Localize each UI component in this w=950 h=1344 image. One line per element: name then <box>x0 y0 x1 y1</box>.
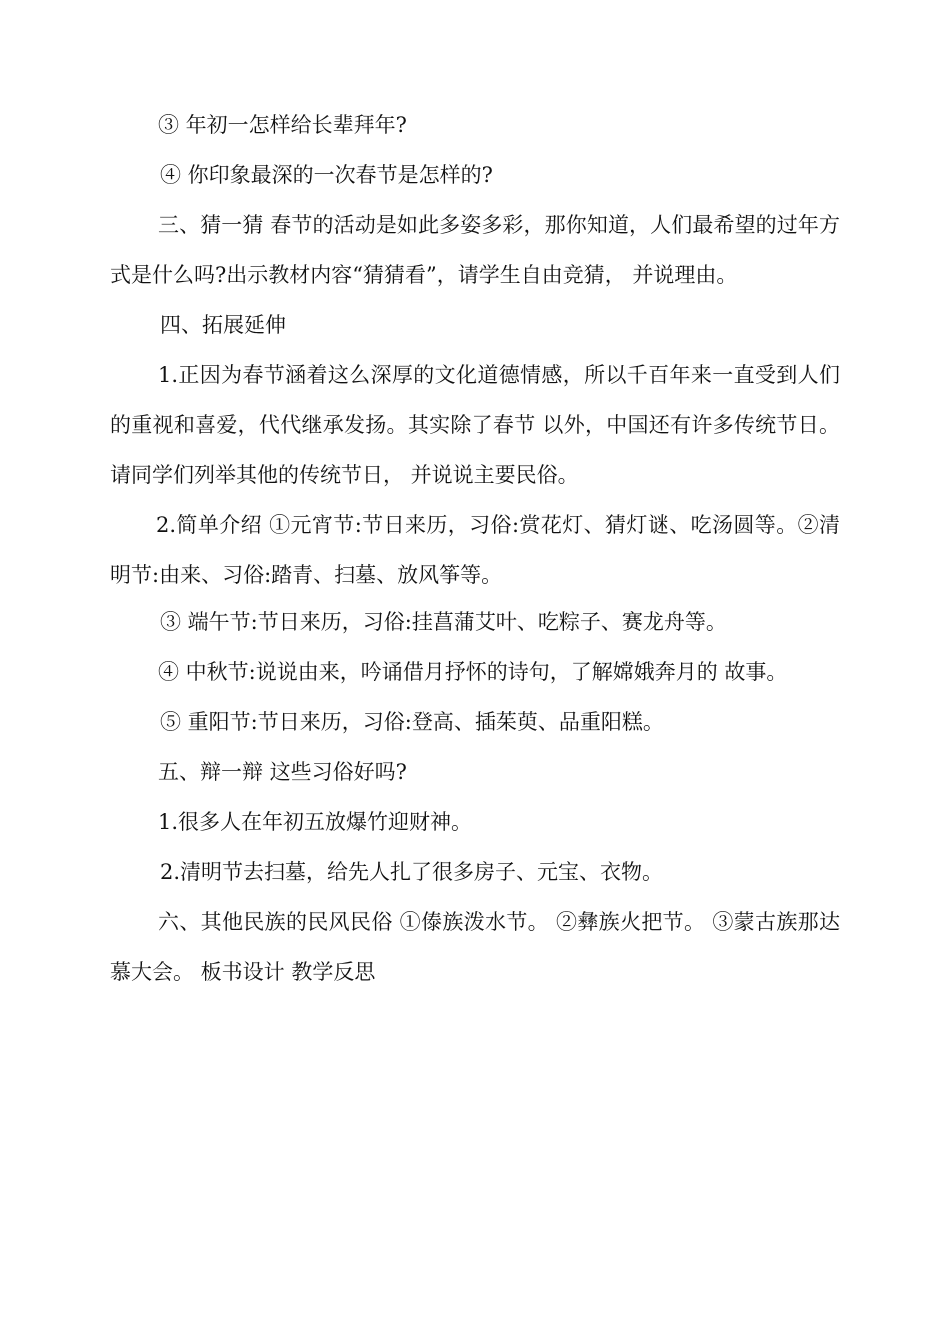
debate-item-2: 2.清明节去扫墓，给先人扎了很多房子、元宝、衣物。 <box>160 860 664 884</box>
section-3-guess-paragraph: 三、猜一猜 春节的活动是如此多姿多彩，那你知道，人们最希望的过年方式是什么吗?出示教材内容“猜猜看”，请学生自由竞猜， 并说理由。 <box>110 213 840 287</box>
section-5-heading: 五、辩一辩 这些习俗好吗? <box>158 760 407 784</box>
festival-item-zhongqiu: ④ 中秋节:说说由来，吟诵借月抒怀的诗句，了解嫦娥奔月的 故事。 <box>158 660 788 684</box>
section-4-heading: 四、拓展延伸 <box>160 313 286 337</box>
section-6-paragraph: 六、其他民族的民风民俗 ①傣族泼水节。 ②彝族火把节。 ③蒙古族那达慕大会。 板书设计 教学反思 <box>110 910 840 984</box>
question-item-4: ④ 你印象最深的一次春节是怎样的? <box>160 163 493 187</box>
festival-item-duanwu: ③ 端午节:节日来历，习俗:挂菖蒲艾叶、吃粽子、赛龙舟等。 <box>160 610 727 634</box>
festival-item-chongyang: ⑤ 重阳节:节日来历，习俗:登高、插茱萸、品重阳糕。 <box>160 710 664 734</box>
question-item-3: ③ 年初一怎样给长辈拜年? <box>158 113 407 137</box>
debate-item-1: 1.很多人在年初五放爆竹迎财神。 <box>158 810 473 834</box>
extension-paragraph-1: 1.正因为春节涵着这么深厚的文化道德情感，所以千百年来一直受到人们的重视和喜爱，代代继承发扬。其实除了春节 以外，中国还有许多传统节日。请同学们列举其他的传统节日， 并说说主要民俗。 <box>110 363 840 487</box>
extension-paragraph-2: 2.简单介绍 ①元宵节:节日来历，习俗:赏花灯、猜灯谜、吃汤圆等。②清明节:由来、习俗:踏青、扫墓、放风筝等。 <box>110 513 840 587</box>
